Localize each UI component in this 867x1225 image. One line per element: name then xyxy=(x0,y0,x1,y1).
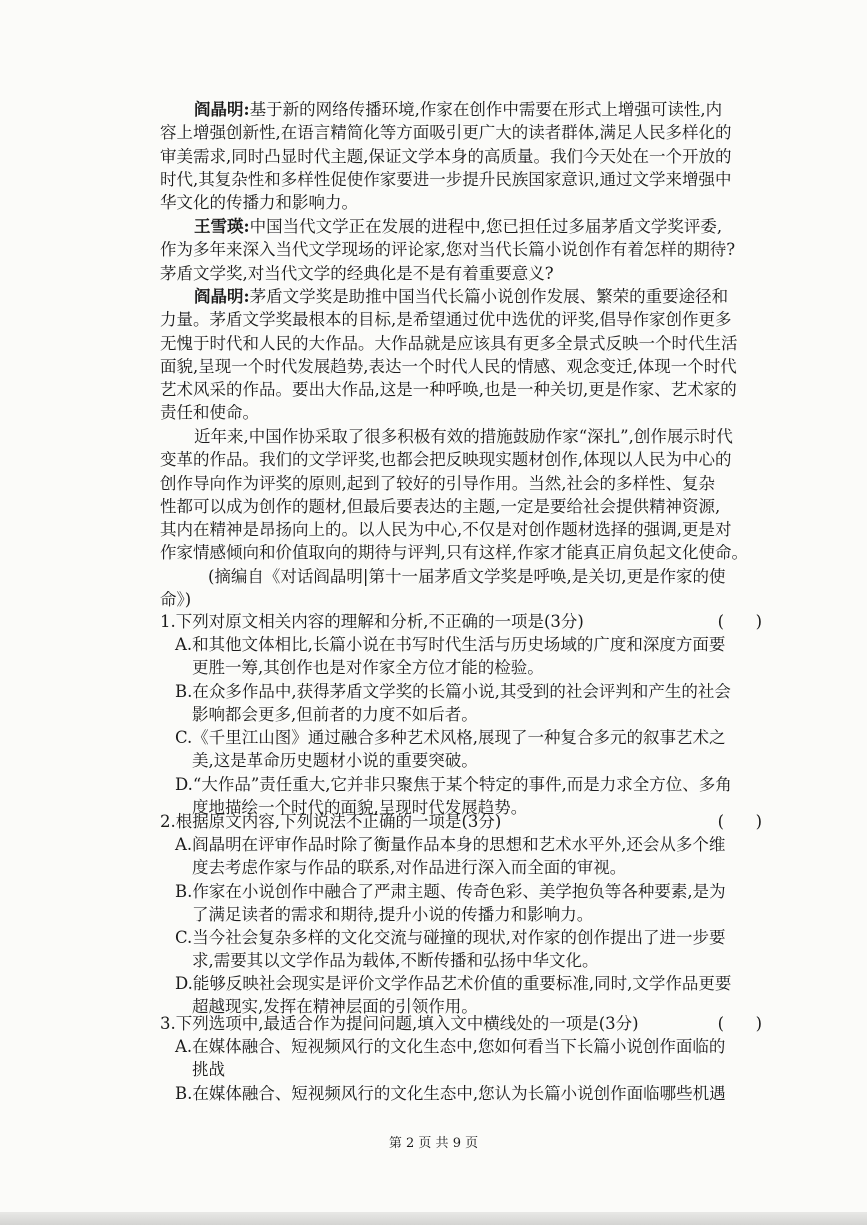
question-3-stem: 3.下列选项中,最适合作为提问问题,填入文中横线处的一项是(3分) ( ) xyxy=(160,1012,780,1035)
question-1-option-c: C.《千里江山图》通过融合多种艺术风格,展现了一种复合多元的叙事艺术之 美,这是革命历史题材小说的重要突破。 xyxy=(175,728,726,771)
question-2-option-c: C.当今社会复杂多样的文化交流与碰撞的现状,对作家的创作提出了进一步要 求,需要其以文学作品为载体,不断传播和弘扬中华文化。 xyxy=(175,928,726,971)
answer-blank[interactable]: ( ) xyxy=(717,812,762,831)
speaker-name: 阎晶明: xyxy=(194,100,250,119)
speaker-name: 阎晶明: xyxy=(194,287,250,306)
source-citation: (摘编自《对话阎晶明|第十一届茅盾文学奖是呼唤,是关切,更是作家的使 命》) xyxy=(160,567,726,610)
question-1-option-b: B.在众多作品中,获得茅盾文学奖的长篇小说,其受到的社会评判和产生的社会 影响都会更多,但前者的力度不如后者。 xyxy=(175,682,731,725)
answer-blank[interactable]: ( ) xyxy=(717,612,762,631)
page-number: 第 2 页 共 9 页 xyxy=(388,1136,479,1151)
question-2-option-d: D.能够反映社会现实是评价文学作品艺术价值的重要标准,同时,文学作品更要 超越现实,发挥在精神层面的引领作用。 xyxy=(175,974,732,1017)
question-1-option-a: A.和其他文体相比,长篇小说在书写时代生活与历史场域的广度和深度方面要 更胜一筹,其创作也是对作家全方位才能的检验。 xyxy=(175,635,726,678)
passage-paragraph-4: 近年来,中国作协采取了很多积极有效的措施鼓励作家“深扎”,创作展示时代 变革的作品。我们的文学评奖,也都会把反映现实题材创作,体现以人民为中心的 创作导向作为评奖的原则,起到了较好的引导作用。当然,社会的多样性、复杂 性都可以成为创作的题材,但最后要表达的主题,一定是要给社会提供精神资源, 其内在精神是昂扬向上的。以人民为中心,不仅是对创作题材选择的强调,更是对 作家情感倾向和价值取向的期待与评判,只有这样,作家才能真正肩负起文化使命。 xyxy=(160,427,748,563)
question-2-stem: 2.根据原文内容,下列说法不正确的一项是(3分) ( ) xyxy=(160,810,780,833)
question-2-option-a: A.阎晶明在评审作品时除了衡量作品本身的思想和艺术水平外,还会从多个维 度去考虑作家与作品的联系,对作品进行深入而全面的审视。 xyxy=(175,835,726,878)
passage-paragraph-1: 阎晶明:基于新的网络传播环境,作家在创作中需要在形式上增强可读性,内 容上增强创新性,在语言精简化等方面吸引更广大的读者群体,满足人民多样化的 审美需求,同时凸显时代主题,保证文学本身的高质量。我们今天处在一个开放的 时代,其复杂性和多样性促使作家要进一步提升民族国家意识,通过文学来增强中 华文化的传播力和影响力。 xyxy=(160,100,732,213)
answer-blank[interactable]: ( ) xyxy=(717,1014,762,1033)
question-1-stem: 1.下列对原文相关内容的理解和分析,不正确的一项是(3分) ( ) xyxy=(160,610,780,633)
question-2-option-b: B.作家在小说创作中融合了严肃主题、传奇色彩、美学抱负等各种要素,是为 了满足读者的需求和期待,提升小说的传播力和影响力。 xyxy=(175,882,726,925)
passage-paragraph-3: 阎晶明:茅盾文学奖是助推中国当代长篇小说创作发展、繁荣的重要途径和 力量。茅盾文学奖最根本的目标,是希望通过优中选优的评奖,倡导作家创作更多 无愧于时代和人民的大作品。大作品就是应该具有更多全景式反映一个时代生活 面貌,呈现一个时代发展趋势,表达一个时代人民的情感、观念变迁,体现一个时代 艺术风采的作品。要出大作品,这是一种呼唤,也是一种关切,更是作家、艺术家的 责任和使命。 xyxy=(160,287,738,423)
question-1-option-d: D.“大作品”责任重大,它并非只聚焦于某个特定的事件,而是力求全方位、多角 度地描绘一个时代的面貌,呈现时代发展趋势。 xyxy=(175,775,732,818)
passage-paragraph-2: 王雪瑛:中国当代文学正在发展的进程中,您已担任过多届茅盾文学奖评委, 作为多年来深入当代文学现场的评论家,您对当代长篇小说创作有着怎样的期待? 茅盾文学奖,对当代文学的经典化是不是有着重要意义? xyxy=(160,217,736,283)
speaker-name: 王雪瑛: xyxy=(194,217,250,236)
question-3-option-b: B.在媒体融合、短视频风行的文化生态中,您认为长篇小说创作面临哪些机遇 xyxy=(175,1084,726,1103)
question-3-option-a: A.在媒体融合、短视频风行的文化生态中,您如何看当下长篇小说创作面临的 挑战 xyxy=(175,1037,726,1080)
scan-edge xyxy=(0,1212,867,1225)
